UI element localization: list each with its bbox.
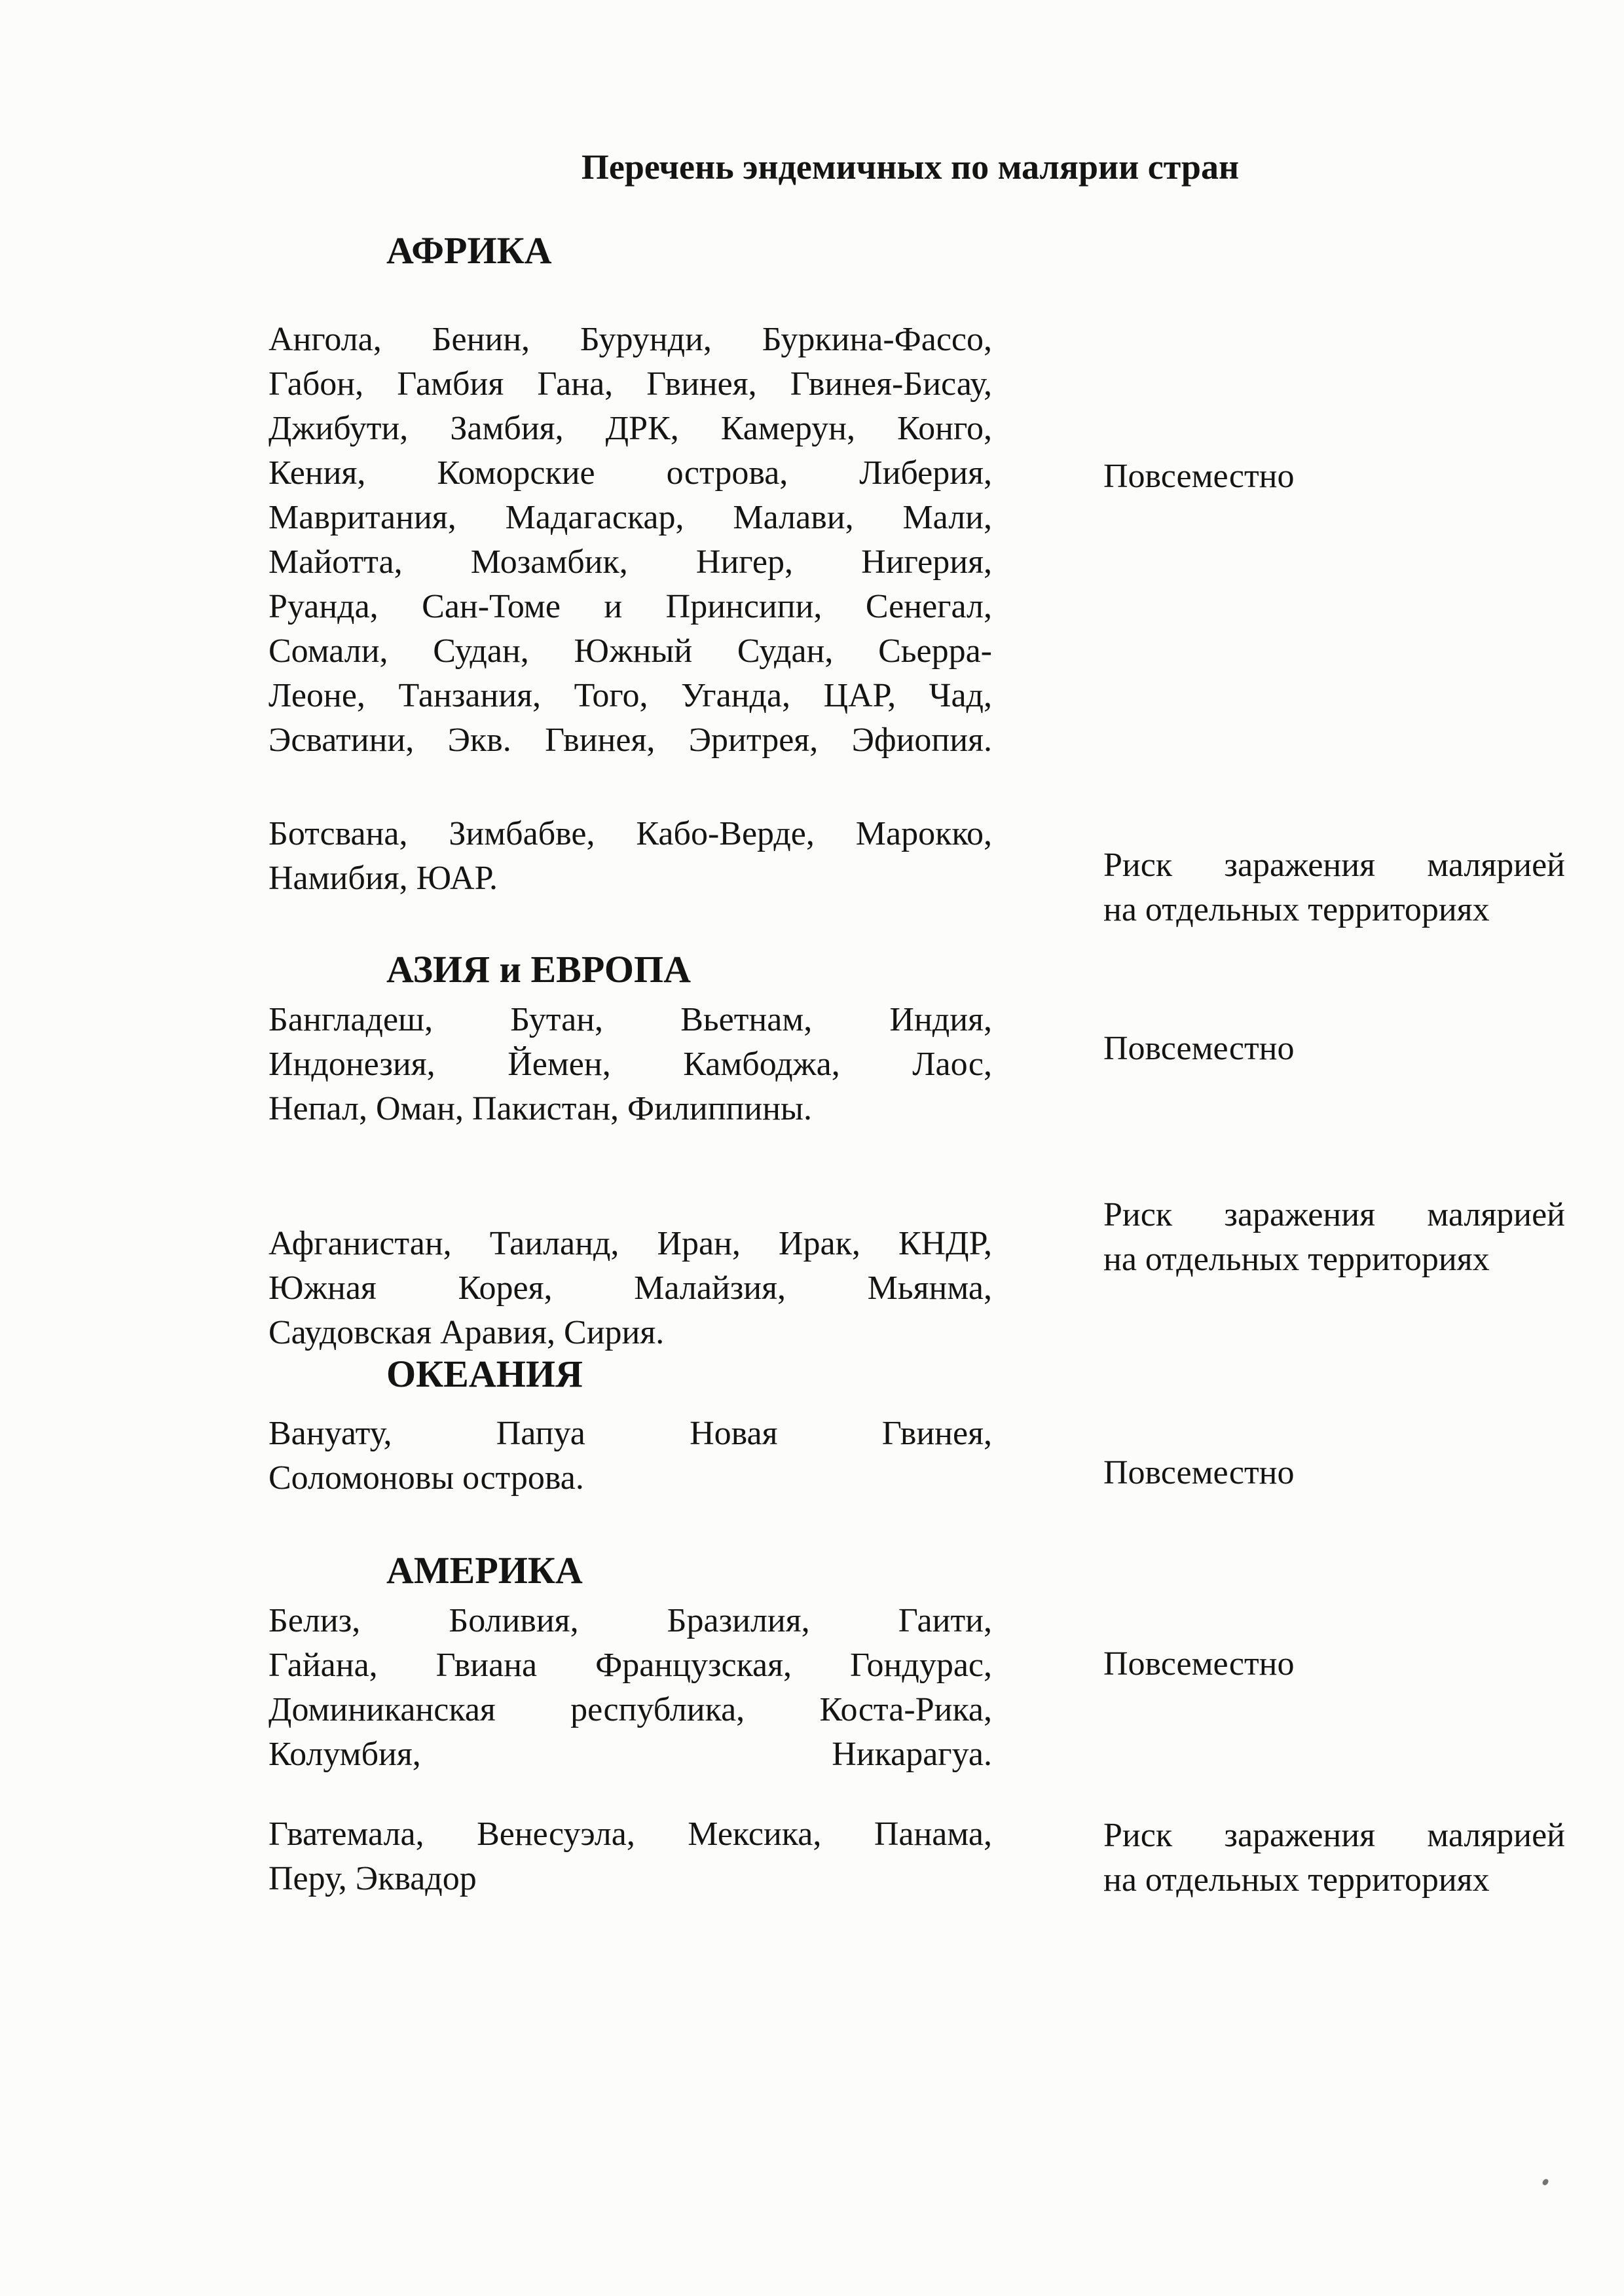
risk-note-oceania-everywhere: Повсеместно [1103,1454,1295,1491]
country-list-africa-everywhere: Ангола, Бенин, Бурунди, Буркина-Фассо, Габон, Гамбия Гана, Гвинея, Гвинея-Бисау, Джибути, Замбия, ДРК, Камерун, Конго, Кения, Коморские острова, Либерия, Мавритания, Мадагаскар, Малави, Мали, Майотта, Мозамбик, Нигер, Нигерия, Руанда, Сан-Томе и Принсипи, Сенегал, Сомали, Судан, Южный Судан, Сьерра- Леоне, Танзания, Того, Уганда, ЦАР, Чад, Эсватини, Экв. Гвинея, Эритрея, Эфиопия. [268,321,992,759]
country-list-africa-limited: Ботсвана, Зимбабве, Кабо-Верде, Марокко, Намибия, ЮАР. [268,815,992,897]
section-heading-oceania: ОКЕАНИЯ [386,1353,583,1395]
country-list-oceania-everywhere: Вануату, Папуа Новая Гвинея, Соломоновы острова. [268,1415,992,1497]
document-title: Перечень эндемичных по малярии стран [581,147,1240,187]
risk-note-africa-everywhere: Повсеместно [1103,458,1295,495]
country-list-america-everywhere: Белиз, Боливия, Бразилия, Гаити, Гайана, Гвиана Французская, Гондурас, Доминиканская республика, Коста-Рика, Колумбия, Никарагуа. [268,1602,992,1773]
section-heading-asia-europe: АЗИЯ и ЕВРОПА [386,948,692,991]
risk-note-asia-limited: Риск заражения малярией на отдельных территориях [1103,1196,1565,1278]
risk-note-africa-limited: Риск заражения малярией на отдельных территориях [1103,847,1565,928]
risk-note-america-everywhere: Повсеместно [1103,1645,1295,1683]
scan-speck-artifact [1541,2178,1549,2186]
section-heading-america: АМЕРИКА [386,1549,583,1592]
country-list-asia-limited: Афганистан, Таиланд, Иран, Ирак, КНДР, Южная Корея, Малайзия, Мьянма, Саудовская Аравия, Сирия. [268,1225,992,1351]
risk-note-america-limited: Риск заражения малярией на отдельных территориях [1103,1817,1565,1899]
risk-note-asia-everywhere: Повсеместно [1103,1030,1295,1067]
country-list-america-limited: Гватемала, Венесуэла, Мексика, Панама, Перу, Эквадор [268,1815,992,1897]
section-heading-africa: АФРИКА [386,229,552,272]
country-list-asia-everywhere: Бангладеш, Бутан, Вьетнам, Индия, Индонезия, Йемен, Камбоджа, Лаос, Непал, Оман, Пакистан, Филиппины. [268,1001,992,1127]
